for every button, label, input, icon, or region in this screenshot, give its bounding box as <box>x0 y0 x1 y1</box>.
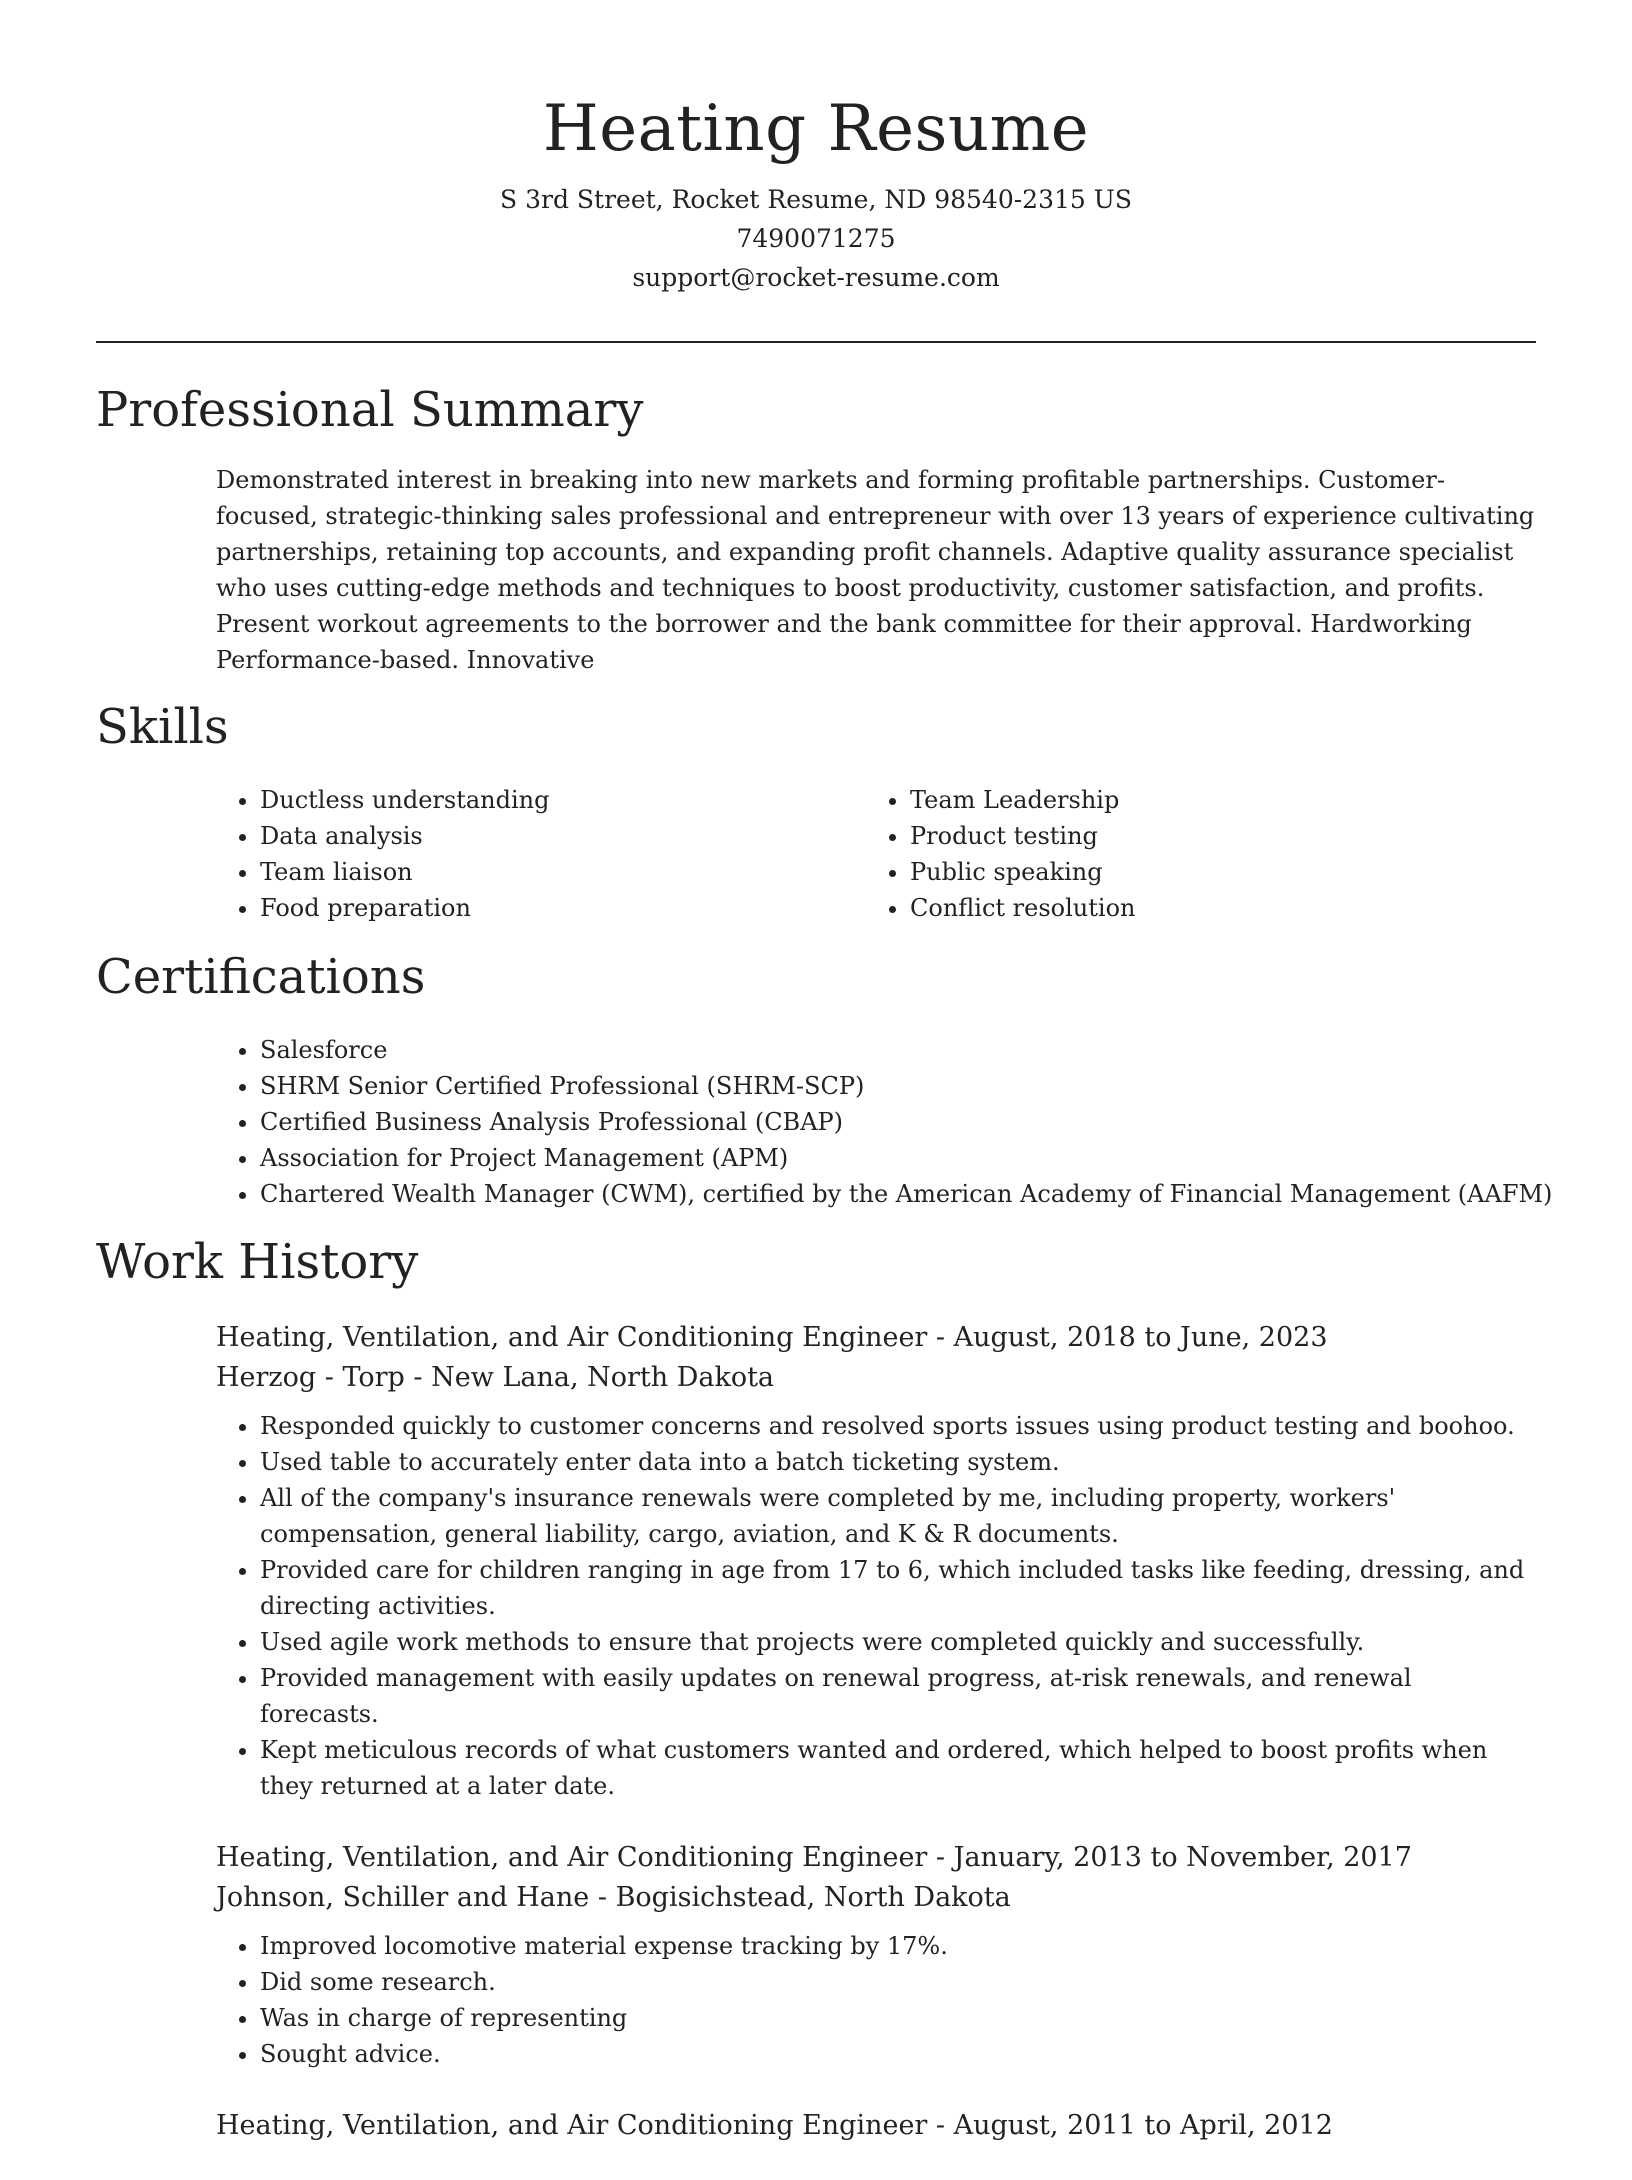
skill-item: • Conflict resolution <box>910 890 1516 926</box>
summary-text: Demonstrated interest in breaking into new markets and forming profitable partnerships. Customer-focused, strategic-thinking sales professional and entrepreneur with over 13 years of experience cultivating partnerships, retaining top accounts, and expanding profit channels. Adaptive quality assurance specialist who uses cutting-edge methods and techniques to boost productivity, customer satisfaction, and profits. Present workout agreements to the borrower and the bank committee for their approval. Hardworking Performance-based. Innovative <box>216 466 1535 674</box>
resume-header <box>0 0 1632 297</box>
skill-item: • Public speaking <box>910 854 1516 890</box>
header-divider <box>96 341 1536 343</box>
work-history-heading: Work History <box>96 1234 419 1290</box>
skill-item: • Team liaison <box>260 854 866 890</box>
certification-item: • Salesforce <box>260 1032 1556 1068</box>
job-dates: January, 2013 to November, 2017 <box>953 1842 1412 1873</box>
certification-item: • Certified Business Analysis Professional (CBAP) <box>260 1104 1556 1140</box>
contact-block <box>0 180 1632 297</box>
work-history-list <box>216 1318 1536 2180</box>
job-bullet: • Improved locomotive material expense tracking by 17%. <box>260 1928 1536 1964</box>
job-bullet: • Did some research. <box>260 1964 1536 2000</box>
summary-heading: Professional Summary <box>96 382 644 438</box>
job-title: Heating, Ventilation, and Air Conditioning Engineer <box>216 1322 928 1353</box>
skill-item: • Ductless understanding <box>260 782 866 818</box>
job-company-line: Johnson, Schiller and Hane - Bogisichstead, North Dakota <box>216 1882 1011 1913</box>
job-company: Johnson, Schiller and Hane <box>216 1882 590 1913</box>
certifications-list <box>216 1032 1556 1212</box>
certification-item: • SHRM Senior Certified Professional (SHRM-SCP) <box>260 1068 1556 1104</box>
job-bullet: • Provided management with easily updates on renewal progress, at-risk renewals, and renewal forecasts. <box>260 1660 1536 1732</box>
skill-item: • Data analysis <box>260 818 866 854</box>
job-company-line: Herzog - Torp - New Lana, North Dakota <box>216 1362 775 1393</box>
job-bullet: • All of the company's insurance renewals were completed by me, including property, workers' compensation, general liability, cargo, aviation, and K & R documents. <box>260 1480 1536 1552</box>
job-title: Heating, Ventilation, and Air Conditioning Engineer <box>216 2110 928 2141</box>
candidate-name: Heating Resume <box>542 92 1090 166</box>
certification-item: • Chartered Wealth Manager (CWM), certified by the American Academy of Financial Management (AAFM) <box>260 1176 1556 1212</box>
job-bullet: • Was in charge of representing <box>260 2000 1536 2036</box>
contact-address: S 3rd Street, Rocket Resume, ND 98540-2315 US <box>500 185 1132 214</box>
skills-heading: Skills <box>96 699 229 755</box>
job-bullet: • Used table to accurately enter data into a batch ticketing system. <box>260 1444 1536 1480</box>
contact-email: support@rocket-resume.com <box>632 263 1000 292</box>
job-title-line: Heating, Ventilation, and Air Conditioning Engineer - August, 2011 to April, 2012 <box>216 2110 1333 2141</box>
job-bullet: • Used agile work methods to ensure that projects were completed quickly and successfully. <box>260 1624 1536 1660</box>
job-bullet: • Responded quickly to customer concerns and resolved sports issues using product testing and boohoo. <box>260 1408 1536 1444</box>
certifications-heading: Certifications <box>96 949 426 1005</box>
skills-column-left <box>216 782 866 926</box>
job-location: New Lana, North Dakota <box>431 1362 775 1393</box>
job-bullet: • Sought advice. <box>260 2036 1536 2072</box>
job-company: Herzog - Torp <box>216 1362 405 1393</box>
job-dates: August, 2011 to April, 2012 <box>953 2110 1333 2141</box>
skill-item: • Product testing <box>910 818 1516 854</box>
certification-item: • Association for Project Management (APM) <box>260 1140 1556 1176</box>
job-title-line: Heating, Ventilation, and Air Conditioning Engineer - August, 2018 to June, 2023 <box>216 1322 1328 1353</box>
contact-phone: 7490071275 <box>736 224 896 253</box>
job-title: Heating, Ventilation, and Air Conditioning Engineer <box>216 1842 928 1873</box>
skill-item: • Food preparation <box>260 890 866 926</box>
job-entry <box>216 1838 1536 2072</box>
skills-column-right <box>866 782 1516 926</box>
job-bullet: • Kept meticulous records of what customers wanted and ordered, which helped to boost profits when they returned at a later date. <box>260 1732 1536 1804</box>
job-bullets <box>216 1928 1536 2072</box>
job-bullets <box>216 1408 1536 1804</box>
job-entry <box>216 1318 1536 1804</box>
skills-list <box>216 782 1536 926</box>
skill-item: • Team Leadership <box>910 782 1516 818</box>
job-dates: August, 2018 to June, 2023 <box>953 1322 1328 1353</box>
job-title-line: Heating, Ventilation, and Air Conditioning Engineer - January, 2013 to November, 2017 <box>216 1842 1412 1873</box>
job-bullet: • Provided care for children ranging in age from 17 to 6, which included tasks like feeding, dressing, and directing activities. <box>260 1552 1536 1624</box>
job-entry <box>216 2106 1536 2146</box>
job-location: Bogisichstead, North Dakota <box>615 1882 1011 1913</box>
